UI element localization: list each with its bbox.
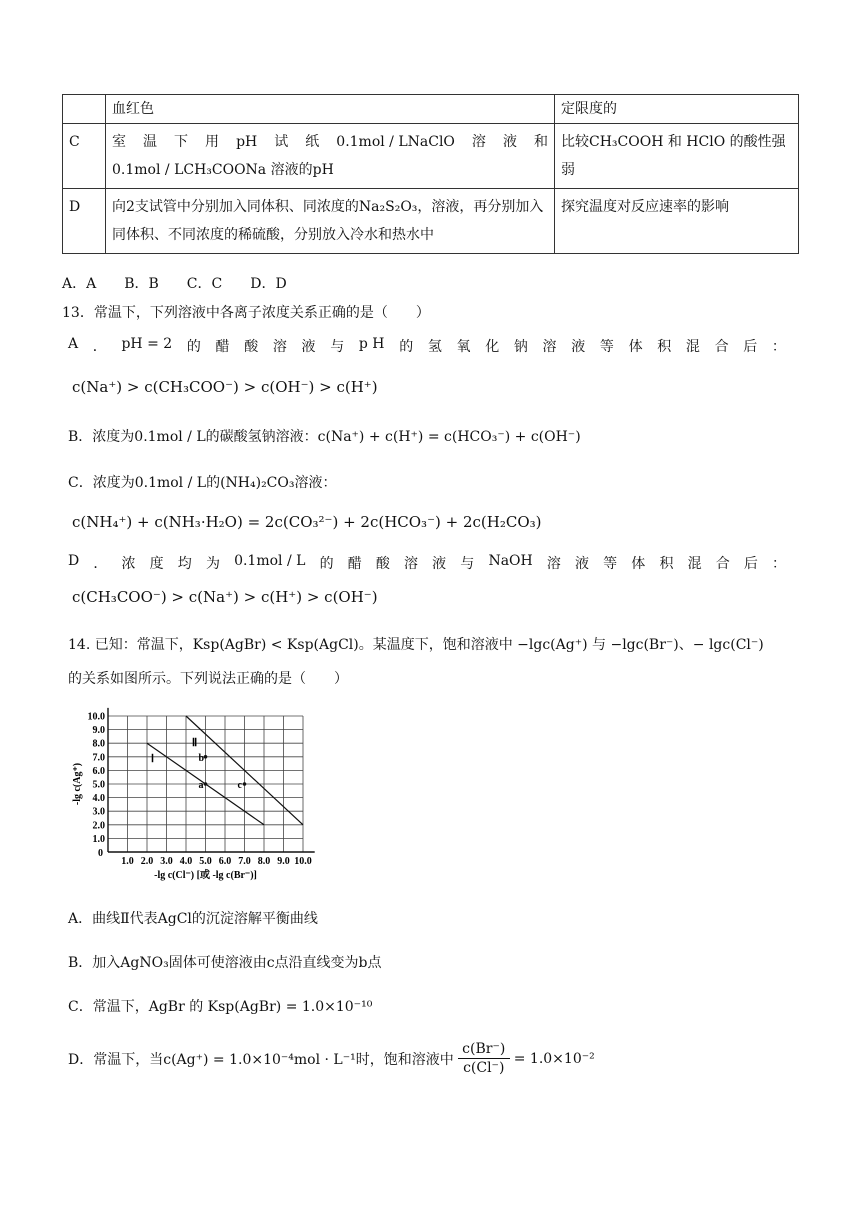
y-tick-label: 10.0	[87, 711, 105, 723]
word: 室	[112, 134, 126, 150]
y-tick-label: 5.0	[92, 779, 105, 791]
word: p H	[358, 336, 385, 352]
experiment-text-line2: 0.1mol / LCH₃COONa 溶液的pH	[112, 162, 334, 178]
word: 后	[743, 339, 758, 355]
word: 醋	[347, 556, 362, 572]
word: ．	[92, 339, 107, 355]
word: 液	[575, 556, 590, 572]
table-row	[63, 189, 799, 254]
solubility-chart	[70, 700, 340, 890]
y-tick-label: 6.0	[92, 765, 105, 777]
word: 混	[687, 556, 702, 572]
word: 溶	[542, 339, 557, 355]
word: 0.1mol / LNaClO	[336, 134, 455, 150]
q13-option-c-line1: C．浓度为0.1mol / L的(NH₄)₂CO₃溶液：	[68, 475, 337, 491]
word: 酸	[375, 556, 390, 572]
word: 用	[205, 134, 220, 150]
experiment-text: 血红色	[106, 95, 555, 124]
x-axis-label: -lg c(Cl⁻) [或 -lg c(Br⁻)]	[154, 870, 257, 881]
word: pH = 2	[121, 336, 173, 352]
row-key: D	[63, 189, 106, 254]
word: 0.1mol / L	[234, 553, 306, 569]
word: 积	[659, 556, 674, 572]
word: 合	[715, 556, 730, 572]
word: 溶	[272, 339, 287, 355]
x-tick-label: 0	[98, 848, 103, 859]
word: 浓	[121, 556, 136, 572]
word: 体	[628, 339, 643, 355]
point-label: c	[237, 780, 242, 791]
q14-stem-line1: 14. 已知：常温下，Ksp(AgBr) < Ksp(AgCl)。某温度下，饱和溶液中 −lgc(Ag⁺) 与 −lgc(Br⁻)、− lgc(Cl⁻)	[68, 637, 764, 653]
fraction-denominator: c(Cl⁻)	[463, 1060, 505, 1076]
table-row	[63, 124, 799, 189]
word: 温	[143, 134, 158, 150]
q14-option-d-prefix: D．常温下，当c(Ag⁺) = 1.0×10⁻⁴mol · L⁻¹时，饱和溶液中	[68, 1051, 454, 1068]
q13-stem: 13．常温下，下列溶液中各离子浓度关系正确的是（ ）	[62, 305, 430, 321]
q14-stem-line2: 的关系如图所示。下列说法正确的是（ ）	[68, 671, 348, 687]
x-tick-label: 2.0	[140, 856, 154, 867]
word: ：	[772, 556, 786, 572]
word: 溶	[471, 134, 486, 150]
experiment-text-line1	[112, 128, 548, 156]
word: 醋	[215, 339, 230, 355]
x-tick-label: 6.0	[218, 856, 232, 867]
data-point	[243, 782, 247, 786]
table-row	[63, 95, 799, 124]
word: 度	[149, 556, 164, 572]
data-point	[204, 755, 208, 759]
q12-options: A．A B．B C．C D．D	[62, 276, 287, 292]
word: 液	[432, 556, 447, 572]
q14-option-b: B．加入AgNO₃固体可使溶液由c点沿直线变为b点	[68, 955, 382, 971]
word: 钠	[513, 339, 528, 355]
q13-option-c-line2: c(NH₄⁺) + c(NH₃·H₂O) = 2c(CO₃²⁻) + 2c(HCO₃⁻) + 2c(H₂CO₃)	[72, 513, 542, 531]
options-table	[62, 94, 799, 254]
y-tick-label: 4.0	[92, 793, 105, 805]
word: 液	[571, 339, 586, 355]
x-tick-label: 9.0	[277, 856, 290, 867]
experiment-text: 向2支试管中分别加入同体积、同浓度的Na₂S₂O₃，溶液，再分别加入同体积、不同浓度的稀硫酸，分别放入冷水和热水中	[106, 189, 555, 254]
point-label: a	[198, 780, 204, 791]
word: 酸	[244, 339, 259, 355]
y-tick-label: 9.0	[92, 725, 105, 737]
word: NaOH	[488, 553, 533, 569]
fraction-numerator: c(Br⁻)	[462, 1041, 506, 1057]
y-axis-label: -lg c(Ag⁺)	[72, 762, 83, 806]
word: pH	[236, 134, 258, 150]
word: 混	[685, 339, 700, 355]
word: 的	[399, 339, 414, 355]
y-tick-label: 2.0	[92, 820, 105, 832]
word: D	[68, 553, 80, 569]
q14-option-d	[68, 1040, 595, 1077]
word: 液	[301, 339, 316, 355]
series-label: Ⅰ	[150, 753, 155, 766]
x-tick-label: 1.0	[121, 856, 134, 867]
purpose-text: 比较CH₃COOH 和 HClO 的酸性强弱	[555, 124, 799, 189]
y-tick-label: 1.0	[92, 833, 105, 845]
word: 和	[533, 134, 548, 150]
q13-option-a-line1	[68, 336, 786, 356]
point-label: b	[198, 752, 205, 764]
word: 合	[714, 339, 729, 355]
y-tick-label: 7.0	[92, 752, 105, 764]
word: 等	[603, 556, 618, 572]
word: 化	[485, 339, 500, 355]
x-tick-label: 10.0	[294, 856, 312, 867]
x-tick-label: 4.0	[179, 856, 193, 867]
q13-option-d-line2: c(CH₃COO⁻) > c(Na⁺) > c(H⁺) > c(OH⁻)	[72, 588, 378, 606]
word: 积	[657, 339, 672, 355]
word: ．	[93, 556, 108, 572]
q14-option-d-suffix: = 1.0×10⁻²	[513, 1050, 595, 1067]
q13-option-d-line1	[68, 553, 786, 573]
word: 后	[743, 556, 758, 572]
word: 体	[631, 556, 646, 572]
word: 等	[599, 339, 614, 355]
word: 的	[186, 339, 201, 355]
word: ：	[771, 339, 786, 355]
word: 与	[460, 556, 475, 572]
word: 纸	[305, 134, 320, 150]
word: 液	[502, 134, 517, 150]
q14-option-a: A．曲线Ⅱ代表AgCl的沉淀溶解平衡曲线	[68, 911, 318, 927]
series-label: Ⅱ	[191, 736, 198, 749]
purpose-text: 定限度的	[555, 95, 799, 124]
q14-option-c: C．常温下，AgBr 的 Ksp(AgBr) = 1.0×10⁻¹⁰	[68, 999, 373, 1015]
word: 均	[177, 556, 192, 572]
word: 试	[274, 134, 289, 150]
x-tick-label: 5.0	[199, 856, 212, 867]
q13-option-b: B．浓度为0.1mol / L的碳酸氢钠溶液：c(Na⁺) + c(H⁺) = c(HCO₃⁻) + c(OH⁻)	[68, 429, 581, 445]
data-point	[204, 782, 208, 786]
word: 与	[330, 339, 345, 355]
y-tick-label: 3.0	[92, 806, 105, 818]
x-tick-label: 3.0	[160, 856, 173, 867]
word: 下	[174, 134, 189, 150]
q13-option-a-line2: c(Na⁺) > c(CH₃COO⁻) > c(OH⁻) > c(H⁺)	[72, 378, 378, 396]
purpose-text: 探究温度对反应速率的影响	[555, 189, 799, 254]
fraction	[458, 1040, 510, 1077]
y-tick-label: 8.0	[92, 738, 105, 750]
word: 氢	[427, 339, 442, 355]
row-key: C	[63, 124, 106, 189]
word: 氧	[456, 339, 471, 355]
word: 溶	[404, 556, 419, 572]
word: 为	[205, 556, 220, 572]
x-tick-label: 7.0	[238, 856, 251, 867]
word: 的	[319, 556, 334, 572]
word: 溶	[546, 556, 561, 572]
x-tick-label: 8.0	[257, 856, 271, 867]
row-key	[63, 95, 106, 124]
word: A	[68, 336, 79, 352]
